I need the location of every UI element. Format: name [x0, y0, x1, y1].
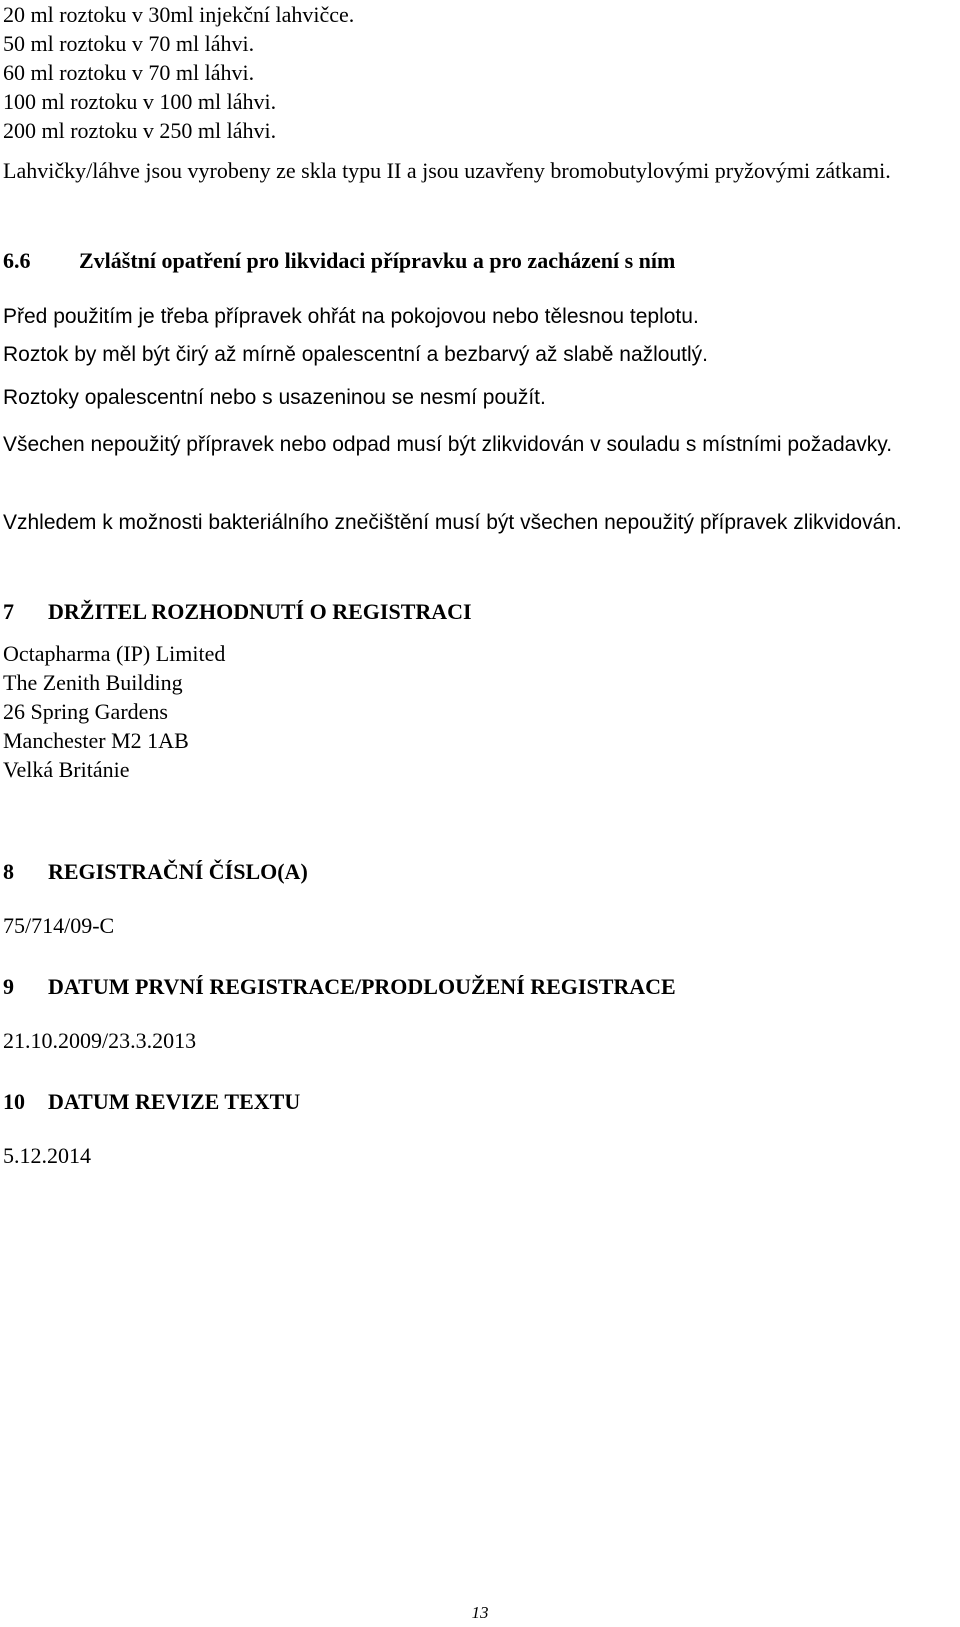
registration-number: 75/714/09-C: [3, 913, 115, 938]
section-7-heading: [3, 597, 472, 627]
page-number: 13: [471, 1603, 489, 1622]
section-8-heading: [3, 857, 308, 887]
section-number: 10: [3, 1089, 25, 1114]
address-line: 26 Spring Gardens: [3, 699, 168, 724]
disposal-paragraph: Všechen nepoužitý přípravek nebo odpad musí být zlikvidován v souladu s místními požadavky.: [3, 433, 893, 456]
section-9-heading: [3, 972, 676, 1002]
handling-line: Před použitím je třeba přípravek ohřát na pokojovou nebo tělesnou teplotu.: [3, 305, 699, 328]
pack-size-line: 100 ml roztoku v 100 ml láhvi.: [3, 89, 277, 114]
section-title: DATUM REVIZE TEXTU: [48, 1089, 301, 1114]
registration-dates: 21.10.2009/23.3.2013: [3, 1028, 197, 1053]
pack-size-line: 50 ml roztoku v 70 ml láhvi.: [3, 31, 255, 56]
address-line: Manchester M2 1AB: [3, 728, 189, 753]
address-line: Velká Británie: [3, 757, 130, 782]
section-number: 9: [3, 974, 14, 999]
section-title: DRŽITEL ROZHODNUTÍ O REGISTRACI: [48, 599, 472, 624]
section-number: 7: [3, 599, 14, 624]
section-6-6-heading: [3, 246, 675, 276]
section-title: DATUM PRVNÍ REGISTRACE/PRODLOUŽENÍ REGISTRACE: [48, 974, 676, 999]
pack-size-line: 60 ml roztoku v 70 ml láhvi.: [3, 60, 255, 85]
revision-date: 5.12.2014: [3, 1143, 91, 1168]
section-number: 8: [3, 859, 14, 884]
handling-line: Roztok by měl být čirý až mírně opalescentní a bezbarvý až slabě nažloutlý.: [3, 343, 708, 366]
section-title: REGISTRAČNÍ ČÍSLO(A): [48, 859, 308, 884]
section-10-heading: [3, 1087, 300, 1117]
contamination-paragraph: Vzhledem k možnosti bakteriálního znečištění musí být všechen nepoužitý přípravek zlikvidován.: [3, 511, 902, 534]
container-description: Lahvičky/láhve jsou vyrobeny ze skla typu II a jsou uzavřeny bromobutylovými pryžovými zátkami.: [3, 158, 891, 183]
address-line: The Zenith Building: [3, 670, 183, 695]
section-number: 6.6: [3, 248, 31, 273]
handling-line: Roztoky opalescentní nebo s usazeninou se nesmí použít.: [3, 386, 546, 409]
address-line: Octapharma (IP) Limited: [3, 641, 226, 666]
pack-size-line: 20 ml roztoku v 30ml injekční lahvičce.: [3, 2, 355, 27]
pack-size-line: 200 ml roztoku v 250 ml láhvi.: [3, 118, 277, 143]
section-title: Zvláštní opatření pro likvidaci přípravku a pro zacházení s ním: [79, 248, 676, 273]
